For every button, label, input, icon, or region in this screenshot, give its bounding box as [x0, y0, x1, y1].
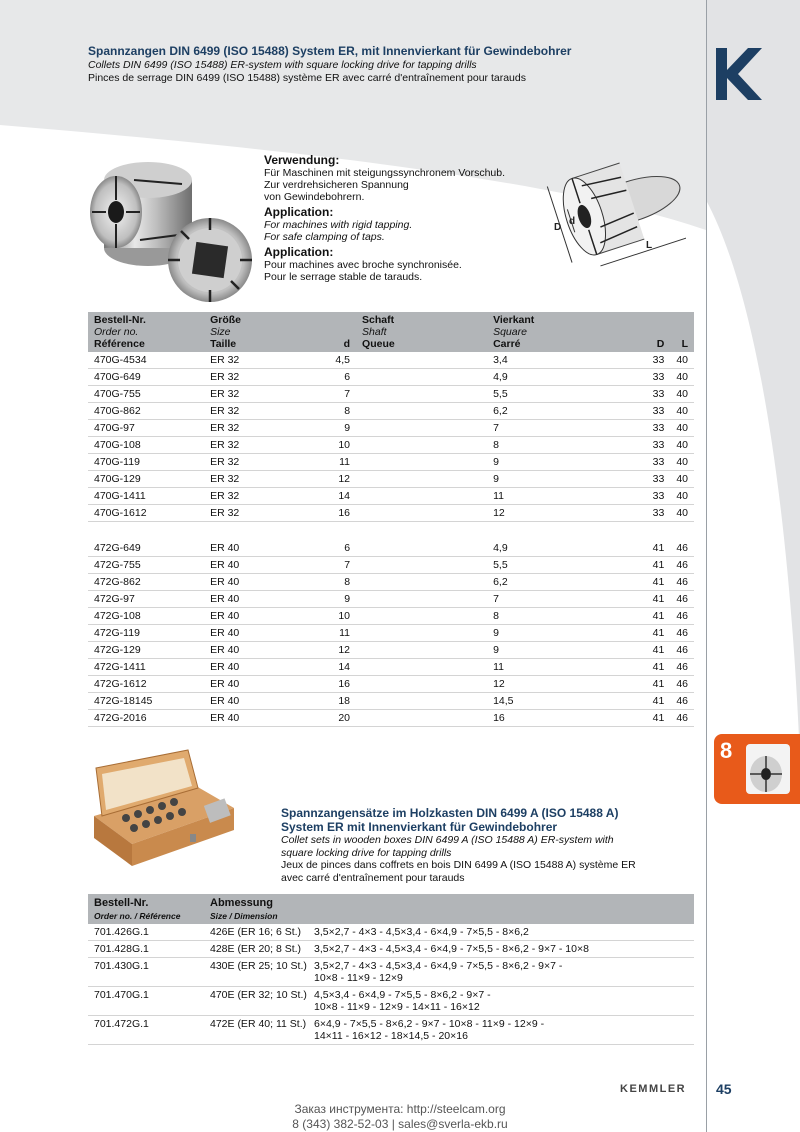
cell-square: 16 [487, 710, 579, 727]
table-row [88, 693, 694, 710]
cell-shaft [356, 676, 487, 693]
cell-shaft [356, 386, 487, 403]
cell-L: 46 [670, 557, 694, 574]
cell-order-no: 470G-4534 [88, 352, 204, 369]
cell-d: 6 [319, 369, 356, 386]
cell-square: 5,5 [487, 386, 579, 403]
cell-order-no: 472G-755 [88, 557, 204, 574]
cell-d: 12 [319, 471, 356, 488]
cell-shaft [356, 505, 487, 522]
cell-size: ER 40 [204, 625, 319, 642]
cell-size: ER 32 [204, 454, 319, 471]
cell-L: 46 [670, 625, 694, 642]
cell-d: 12 [319, 642, 356, 659]
cell-order-no: 470G-129 [88, 471, 204, 488]
cell-square: 11 [487, 659, 579, 676]
cell-d: 9 [319, 420, 356, 437]
cell-square: 4,9 [487, 369, 579, 386]
table-row [88, 574, 694, 591]
cell-square: 12 [487, 505, 579, 522]
cell-order-no: 472G-2016 [88, 710, 204, 727]
header-square: Vierkant Square Carré [493, 314, 535, 350]
cell-D: 41 [580, 591, 671, 608]
cell-D: 33 [580, 420, 671, 437]
table-row [88, 625, 694, 642]
table-row [88, 557, 694, 574]
cell-D: 41 [580, 710, 671, 727]
cell-square: 8 [487, 437, 579, 454]
cell-L: 46 [670, 540, 694, 557]
dimension-line: 6×4,9 - 7×5,5 - 8×6,2 - 9×7 - 10×8 - 11×9 - 12×9 - [314, 1018, 545, 1030]
cell-square: 7 [487, 420, 579, 437]
cell-order-no: 472G-119 [88, 625, 204, 642]
usage-en-heading: Application: [264, 205, 334, 219]
cell-D: 41 [580, 557, 671, 574]
table-row [88, 488, 694, 505]
cell-square: 11 [487, 488, 579, 505]
cell-size: ER 32 [204, 471, 319, 488]
cell-D: 33 [580, 471, 671, 488]
collet-dimension-drawing [536, 148, 686, 274]
group-spacer [88, 522, 694, 541]
cell-L: 40 [670, 505, 694, 522]
cell-shaft [356, 540, 487, 557]
cell-square: 5,5 [487, 557, 579, 574]
dimension-line: 4,5×3,4 - 6×4,9 - 7×5,5 - 8×6,2 - 9×7 - [314, 989, 491, 1001]
dimension-line: 3,5×2,7 - 4×3 - 4,5×3,4 - 6×4,9 - 7×5,5 - 8×6,2 - 9×7 - 10×8 [314, 943, 589, 955]
cell-L: 46 [670, 693, 694, 710]
title-en: Collets DIN 6499 (ISO 15488) ER-system with square locking drive for tapping drills [88, 59, 477, 71]
dimension-line: 3,5×2,7 - 4×3 - 4,5×3,4 - 6×4,9 - 7×5,5 - 8×6,2 [314, 926, 529, 938]
cell-d: 20 [319, 710, 356, 727]
cell-shaft [356, 420, 487, 437]
cell-shaft [356, 625, 487, 642]
table-row [88, 454, 694, 471]
cell-order-no: 472G-97 [88, 591, 204, 608]
cell-square: 6,2 [487, 574, 579, 591]
table-row [88, 941, 694, 958]
cell-order-no: 472G-129 [88, 642, 204, 659]
cell-shaft [356, 642, 487, 659]
table-row [88, 403, 694, 420]
cell-L: 40 [670, 471, 694, 488]
cell-square: 6,2 [487, 403, 579, 420]
collet-photo [86, 150, 256, 306]
cell-D: 33 [580, 403, 671, 420]
cell-dimensions [310, 924, 694, 941]
cell-shaft [356, 659, 487, 676]
title-de: Spannzangen DIN 6499 (ISO 15488) System ER, mit Innenvierkant für Gewindebohrer [88, 44, 572, 58]
cell-shaft [356, 488, 487, 505]
footer-brand: KEMMLER [620, 1083, 687, 1095]
usage-de-line: Für Maschinen mit steigungssynchronem Vorschub. [264, 167, 506, 179]
cell-size: ER 40 [204, 540, 319, 557]
cell-L: 40 [670, 437, 694, 454]
cell-d: 7 [319, 386, 356, 403]
cell-square: 8 [487, 608, 579, 625]
cell-order-no: 472G-1411 [88, 659, 204, 676]
cell-d: 14 [319, 488, 356, 505]
wooden-box-photo [86, 748, 236, 868]
usage-de-line: Zur verdrehsicheren Spannung [264, 179, 409, 191]
sets-en-1: Collet sets in wooden boxes DIN 6499 A (ISO 15488 A) ER-system with [281, 834, 614, 846]
cell-order-no: 470G-1411 [88, 488, 204, 505]
table-row [88, 659, 694, 676]
cell-L: 40 [670, 369, 694, 386]
cell-L: 46 [670, 642, 694, 659]
header-d: d [343, 338, 351, 350]
order-info [250, 1102, 550, 1132]
cell-set-name: 430E (ER 25; 10 St.) [204, 958, 310, 987]
cell-L: 40 [670, 403, 694, 420]
cell-d: 18 [319, 693, 356, 710]
dimension-line: 10×8 - 11×9 - 12×9 - 14×11 - 16×12 [314, 1001, 480, 1013]
table-row [88, 676, 694, 693]
table-row [88, 540, 694, 557]
cell-shaft [356, 591, 487, 608]
usage-de-heading: Verwendung: [264, 153, 340, 167]
cell-L: 40 [670, 352, 694, 369]
cell-shaft [356, 454, 487, 471]
usage-description [264, 151, 524, 283]
cell-set-name: 470E (ER 32; 10 St.) [204, 987, 310, 1016]
table-row [88, 642, 694, 659]
sets-header-dimension: Abmessung Size / Dimension [210, 897, 278, 921]
cell-d: 11 [319, 625, 356, 642]
cell-D: 41 [580, 625, 671, 642]
cell-D: 41 [580, 574, 671, 591]
cell-size: ER 40 [204, 591, 319, 608]
cell-order-no: 701.470G.1 [88, 987, 204, 1016]
table-row [88, 924, 694, 941]
cell-D: 33 [580, 437, 671, 454]
cell-d: 6 [319, 540, 356, 557]
sets-title-de-2: System ER mit Innenvierkant für Gewindebohrer [281, 820, 558, 834]
table-row [88, 505, 694, 522]
cell-square: 9 [487, 642, 579, 659]
cell-order-no: 701.430G.1 [88, 958, 204, 987]
page-header [88, 44, 688, 85]
cell-order-no: 470G-108 [88, 437, 204, 454]
cell-D: 41 [580, 676, 671, 693]
cell-shaft [356, 352, 487, 369]
cell-d: 9 [319, 591, 356, 608]
cell-d: 16 [319, 676, 356, 693]
cell-d: 8 [319, 403, 356, 420]
cell-size: ER 40 [204, 608, 319, 625]
cell-D: 41 [580, 540, 671, 557]
collet-table [88, 312, 694, 727]
cell-shaft [356, 403, 487, 420]
cell-square: 12 [487, 676, 579, 693]
cell-set-name: 428E (ER 20; 8 St.) [204, 941, 310, 958]
cell-D: 33 [580, 352, 671, 369]
cell-dimensions [310, 958, 694, 987]
cell-order-no: 472G-108 [88, 608, 204, 625]
cell-d: 16 [319, 505, 356, 522]
cell-size: ER 40 [204, 557, 319, 574]
cell-order-no: 472G-1612 [88, 676, 204, 693]
cell-shaft [356, 693, 487, 710]
cell-L: 40 [670, 386, 694, 403]
section-tab-8 [714, 734, 800, 804]
cell-order-no: 470G-755 [88, 386, 204, 403]
cell-square: 9 [487, 625, 579, 642]
cell-size: ER 32 [204, 488, 319, 505]
cell-shaft [356, 710, 487, 727]
cell-L: 40 [670, 488, 694, 505]
cell-D: 33 [580, 488, 671, 505]
cell-square: 9 [487, 454, 579, 471]
cell-dimensions [310, 941, 694, 958]
cell-shaft [356, 574, 487, 591]
cell-L: 46 [670, 676, 694, 693]
table-row [88, 1016, 694, 1045]
cell-size: ER 32 [204, 352, 319, 369]
cell-square: 9 [487, 471, 579, 488]
table-row [88, 591, 694, 608]
cell-dimensions [310, 987, 694, 1016]
sets-header-order-no: Bestell-Nr. Order no. / Référence [94, 897, 181, 921]
title-fr: Pinces de serrage DIN 6499 (ISO 15488) système ER avec carré d'entraînement pour tarauds [88, 72, 526, 84]
header-L: L [681, 338, 688, 350]
table-header-row [88, 312, 694, 352]
cell-size: ER 40 [204, 574, 319, 591]
cell-size: ER 40 [204, 642, 319, 659]
sets-fr-1: Jeux de pinces dans coffrets en bois DIN 6499 A (ISO 15488 A) système ER [281, 859, 636, 871]
table-row [88, 987, 694, 1016]
cell-size: ER 40 [204, 676, 319, 693]
cell-set-name: 472E (ER 40; 11 St.) [204, 1016, 310, 1045]
usage-en-line: For machines with rigid tapping. [264, 219, 413, 231]
cell-order-no: 472G-18145 [88, 693, 204, 710]
drawing-label-L: L [646, 240, 653, 251]
drawing-label-D: D [554, 222, 562, 233]
sets-title-de-1: Spannzangensätze im Holzkasten DIN 6499 A (ISO 15488 A) [281, 806, 619, 820]
cell-size: ER 32 [204, 403, 319, 420]
cell-d: 8 [319, 574, 356, 591]
table-row [88, 471, 694, 488]
cell-order-no: 470G-649 [88, 369, 204, 386]
cell-d: 11 [319, 454, 356, 471]
cell-D: 33 [580, 505, 671, 522]
dimension-line: 14×11 - 16×12 - 18×14,5 - 20×16 [314, 1030, 468, 1042]
order-info-line-2: 8 (343) 382-52-03 | sales@sverla-ekb.ru [292, 1117, 508, 1131]
cell-d: 14 [319, 659, 356, 676]
collet-sets-description [281, 806, 691, 884]
table-row [88, 386, 694, 403]
table-row [88, 420, 694, 437]
cell-L: 46 [670, 608, 694, 625]
usage-fr-line: Pour machines avec broche synchronisée. [264, 259, 462, 271]
usage-fr-line: Pour le serrage stable de tarauds. [264, 271, 423, 283]
cell-L: 46 [670, 574, 694, 591]
cell-shaft [356, 608, 487, 625]
dimension-line: 3,5×2,7 - 4×3 - 4,5×3,4 - 6×4,9 - 7×5,5 - 8×6,2 - 9×7 - [314, 960, 563, 972]
page-divider-line [706, 0, 707, 1132]
header-shaft: Schaft Shaft Queue [362, 314, 395, 350]
cell-shaft [356, 471, 487, 488]
cell-order-no: 472G-649 [88, 540, 204, 557]
sets-en-2: square locking drive for tapping drills [281, 846, 452, 859]
cell-size: ER 40 [204, 710, 319, 727]
cell-L: 40 [670, 454, 694, 471]
section-number: 8 [720, 738, 733, 763]
collet-thumbnail-icon [740, 740, 796, 798]
cell-D: 41 [580, 693, 671, 710]
cell-shaft [356, 369, 487, 386]
cell-L: 46 [670, 659, 694, 676]
cell-D: 33 [580, 386, 671, 403]
header-size: Größe Size Taille [210, 314, 241, 350]
cell-d: 10 [319, 437, 356, 454]
page-number: 45 [716, 1081, 732, 1097]
drawing-label-d: d [569, 216, 576, 227]
cell-D: 41 [580, 642, 671, 659]
cell-dimensions [310, 1016, 694, 1045]
cell-D: 33 [580, 454, 671, 471]
cell-D: 33 [580, 369, 671, 386]
cell-size: ER 32 [204, 420, 319, 437]
cell-D: 41 [580, 608, 671, 625]
cell-order-no: 470G-119 [88, 454, 204, 471]
cell-order-no: 470G-97 [88, 420, 204, 437]
header-D: D [656, 338, 665, 350]
kemmler-k-logo [716, 48, 762, 100]
cell-size: ER 32 [204, 437, 319, 454]
cell-d: 10 [319, 608, 356, 625]
cell-order-no: 701.472G.1 [88, 1016, 204, 1045]
usage-en-line: For safe clamping of taps. [264, 231, 385, 243]
table-row [88, 710, 694, 727]
cell-square: 4,9 [487, 540, 579, 557]
cell-d: 4,5 [319, 352, 356, 369]
cell-shaft [356, 557, 487, 574]
cell-order-no: 472G-862 [88, 574, 204, 591]
cell-L: 46 [670, 710, 694, 727]
table-row [88, 369, 694, 386]
cell-D: 41 [580, 659, 671, 676]
cell-L: 46 [670, 591, 694, 608]
cell-size: ER 40 [204, 659, 319, 676]
table-row [88, 352, 694, 369]
sets-fr-2: avec carré d'entraînement pour tarauds [281, 871, 465, 884]
cell-square: 14,5 [487, 693, 579, 710]
cell-shaft [356, 437, 487, 454]
table-row [88, 608, 694, 625]
cell-size: ER 40 [204, 693, 319, 710]
cell-size: ER 32 [204, 386, 319, 403]
dimension-line: 10×8 - 11×9 - 12×9 [314, 972, 403, 984]
usage-de-line: von Gewindebohrern. [264, 191, 365, 203]
cell-square: 3,4 [487, 352, 579, 369]
cell-order-no: 470G-862 [88, 403, 204, 420]
cell-order-no: 470G-1612 [88, 505, 204, 522]
usage-fr-heading: Application: [264, 245, 334, 259]
header-order-no: Bestell-Nr. Order no. Référence [94, 314, 146, 350]
cell-L: 40 [670, 420, 694, 437]
cell-set-name: 426E (ER 16; 6 St.) [204, 924, 310, 941]
cell-order-no: 701.426G.1 [88, 924, 204, 941]
table-row [88, 958, 694, 987]
table-row [88, 437, 694, 454]
cell-d: 7 [319, 557, 356, 574]
collet-sets-table [88, 894, 694, 1045]
cell-size: ER 32 [204, 505, 319, 522]
order-info-line-1: Заказ инструмента: http://steelcam.org [294, 1102, 506, 1116]
cell-order-no: 701.428G.1 [88, 941, 204, 958]
sets-table-header-row [88, 894, 694, 924]
cell-square: 7 [487, 591, 579, 608]
cell-size: ER 32 [204, 369, 319, 386]
